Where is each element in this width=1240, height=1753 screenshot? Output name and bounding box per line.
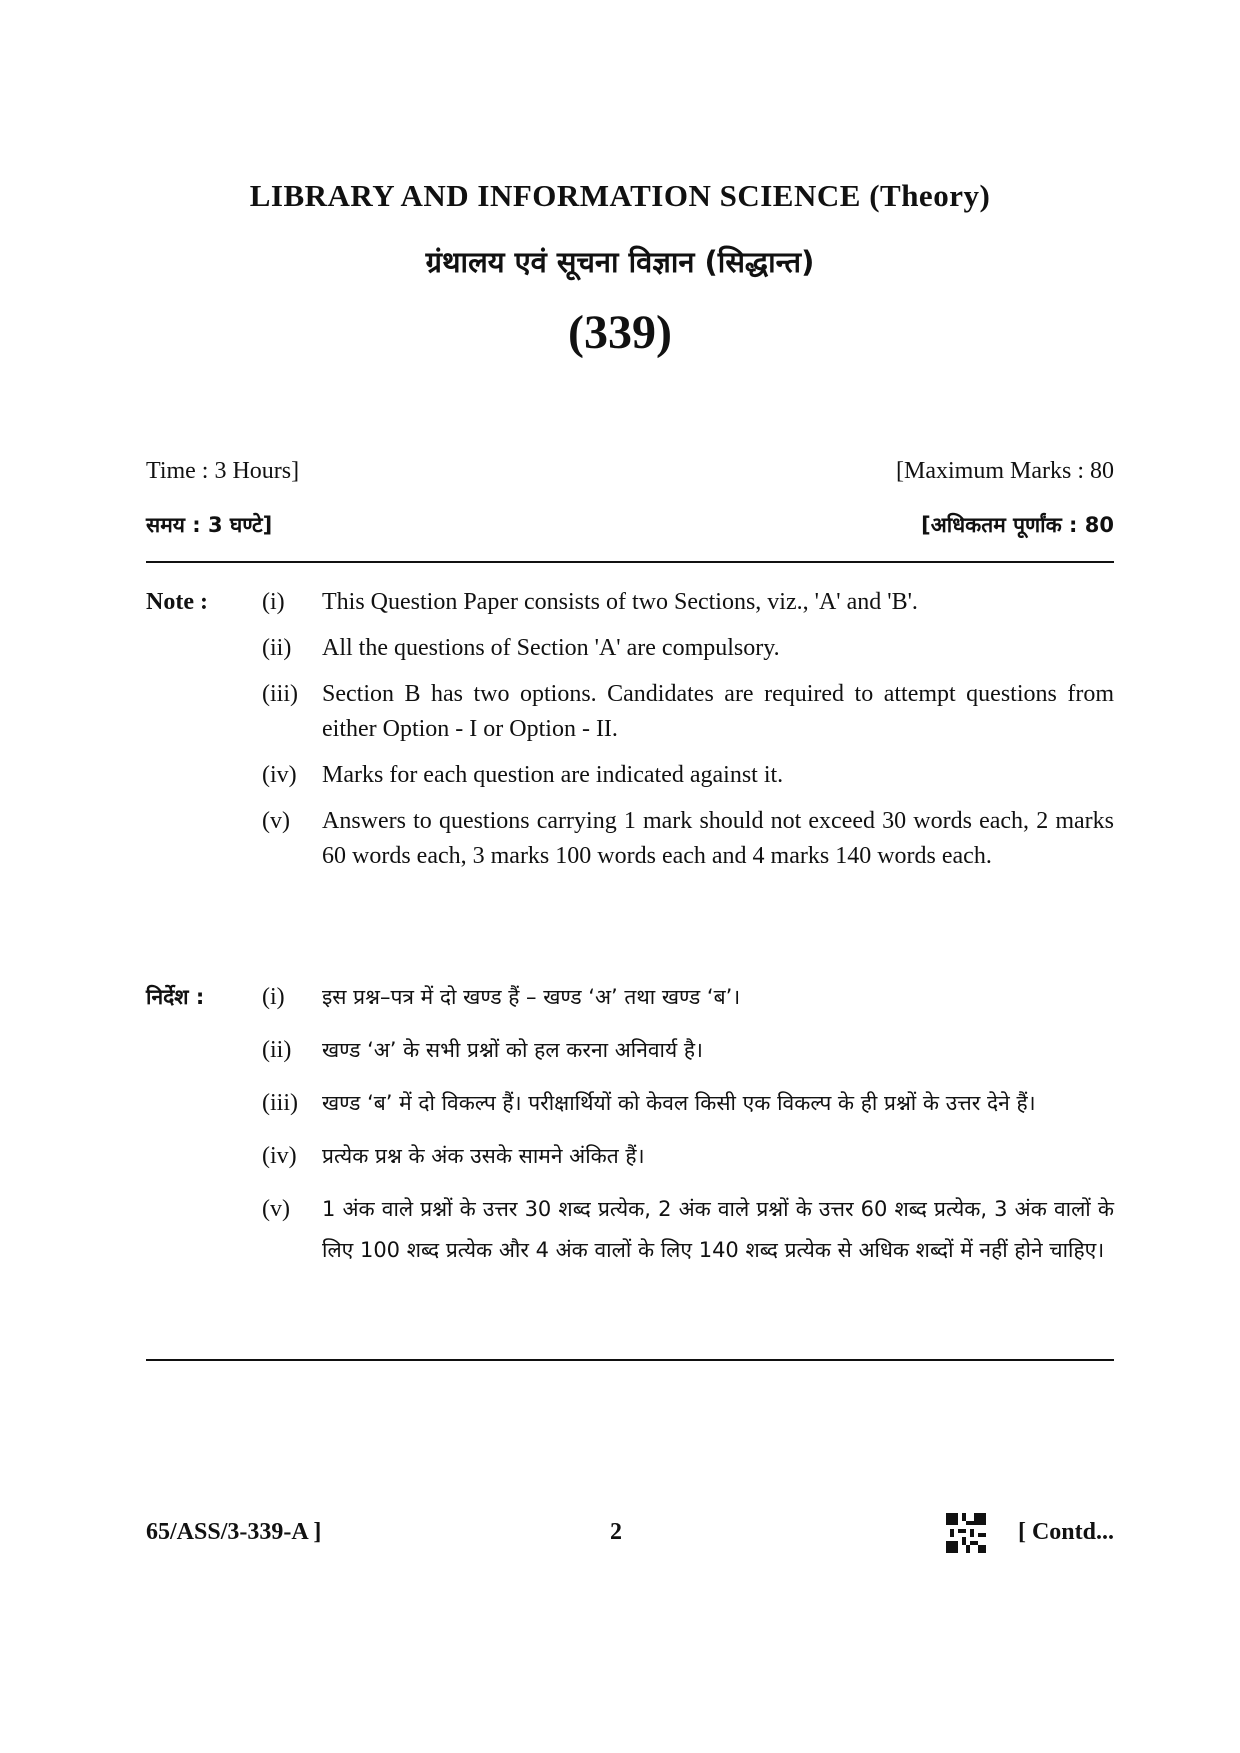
continued-label: [ Contd...	[1017, 1519, 1114, 1545]
qr-code-icon	[946, 1513, 986, 1553]
note-item	[146, 1189, 1114, 1271]
note-item	[146, 1136, 1114, 1177]
divider-bottom	[146, 1359, 1114, 1361]
note-text: खण्ड ‘अ’ के सभी प्रश्नों को हल करना अनिवार्य है।	[322, 1038, 703, 1062]
note-item	[146, 758, 1114, 793]
note-number: (ii)	[262, 635, 292, 661]
note-item	[146, 804, 1114, 874]
page-footer	[146, 1519, 1114, 1559]
note-number: (i)	[262, 984, 285, 1010]
note-text: Section B has two options. Candidates are required to attempt questions from either Option - I or Option - II.	[322, 681, 1114, 742]
note-text: This Question Paper consists of two Sections, viz., 'A' and 'B'.	[322, 589, 918, 615]
notes-hindi	[146, 977, 1114, 1283]
note-item	[146, 631, 1114, 666]
note-text: खण्ड ‘ब’ में दो विकल्प हैं। परीक्षार्थियों को केवल किसी एक विकल्प के ही प्रश्नों के उत्तर देने हैं।	[322, 1091, 1036, 1115]
paper-code: 65/ASS/3-339-A ]	[146, 1519, 322, 1545]
note-label: निर्देश :	[146, 985, 205, 1009]
notes-english	[146, 585, 1114, 885]
note-number: (v)	[262, 808, 290, 834]
note-text: All the questions of Section 'A' are compulsory.	[322, 635, 780, 661]
note-text: Answers to questions carrying 1 mark should not exceed 30 words each, 2 marks 60 words each, 3 marks 100 words each and 4 marks 140 words each.	[322, 808, 1114, 869]
note-number: (iv)	[262, 1143, 297, 1169]
time-english: Time : 3 Hours]	[146, 458, 300, 484]
note-number: (v)	[262, 1196, 290, 1222]
note-text: प्रत्येक प्रश्न के अंक उसके सामने अंकित हैं।	[322, 1144, 645, 1168]
subject-code: (339)	[568, 306, 672, 359]
note-number: (iii)	[262, 1090, 298, 1116]
note-item	[146, 585, 1114, 620]
max-marks-english: [Maximum Marks : 80	[896, 458, 1114, 484]
max-marks-hindi: [अधिकतम पूर्णांक : 80	[921, 513, 1114, 537]
note-item	[146, 977, 1114, 1018]
note-text: 1 अंक वाले प्रश्नों के उत्तर 30 शब्द प्रत्येक, 2 अंक वाले प्रश्नों के उत्तर 60 शब्द प्रत्येक, 3 अंक वालों के लिए 100 शब्द प्रत्येक और 4 अंक वालों के लिए 140 शब्द प्रत्येक से अधिक शब्दों में नहीं होने चाहिए।	[322, 1197, 1114, 1262]
page-number: 2	[610, 1519, 622, 1545]
note-number: (ii)	[262, 1037, 292, 1063]
meta-row-hindi	[146, 511, 1114, 539]
note-label: Note :	[146, 589, 208, 615]
paper-title-english: LIBRARY AND INFORMATION SCIENCE (Theory)	[249, 178, 991, 213]
divider-top	[146, 561, 1114, 563]
note-text: Marks for each question are indicated against it.	[322, 762, 784, 788]
note-item	[146, 677, 1114, 747]
note-item	[146, 1083, 1114, 1124]
note-item	[146, 1030, 1114, 1071]
time-hindi: समय : 3 घण्टे]	[146, 513, 273, 537]
paper-title-hindi: ग्रंथालय एवं सूचना विज्ञान (सिद्धान्त)	[425, 245, 815, 279]
meta-row-english	[146, 458, 1114, 485]
note-text: इस प्रश्न–पत्र में दो खण्ड हैं – खण्ड ‘अ’ तथा खण्ड ‘ब’।	[322, 985, 741, 1009]
note-number: (iv)	[262, 762, 297, 788]
note-number: (iii)	[262, 681, 298, 707]
note-number: (i)	[262, 589, 285, 615]
